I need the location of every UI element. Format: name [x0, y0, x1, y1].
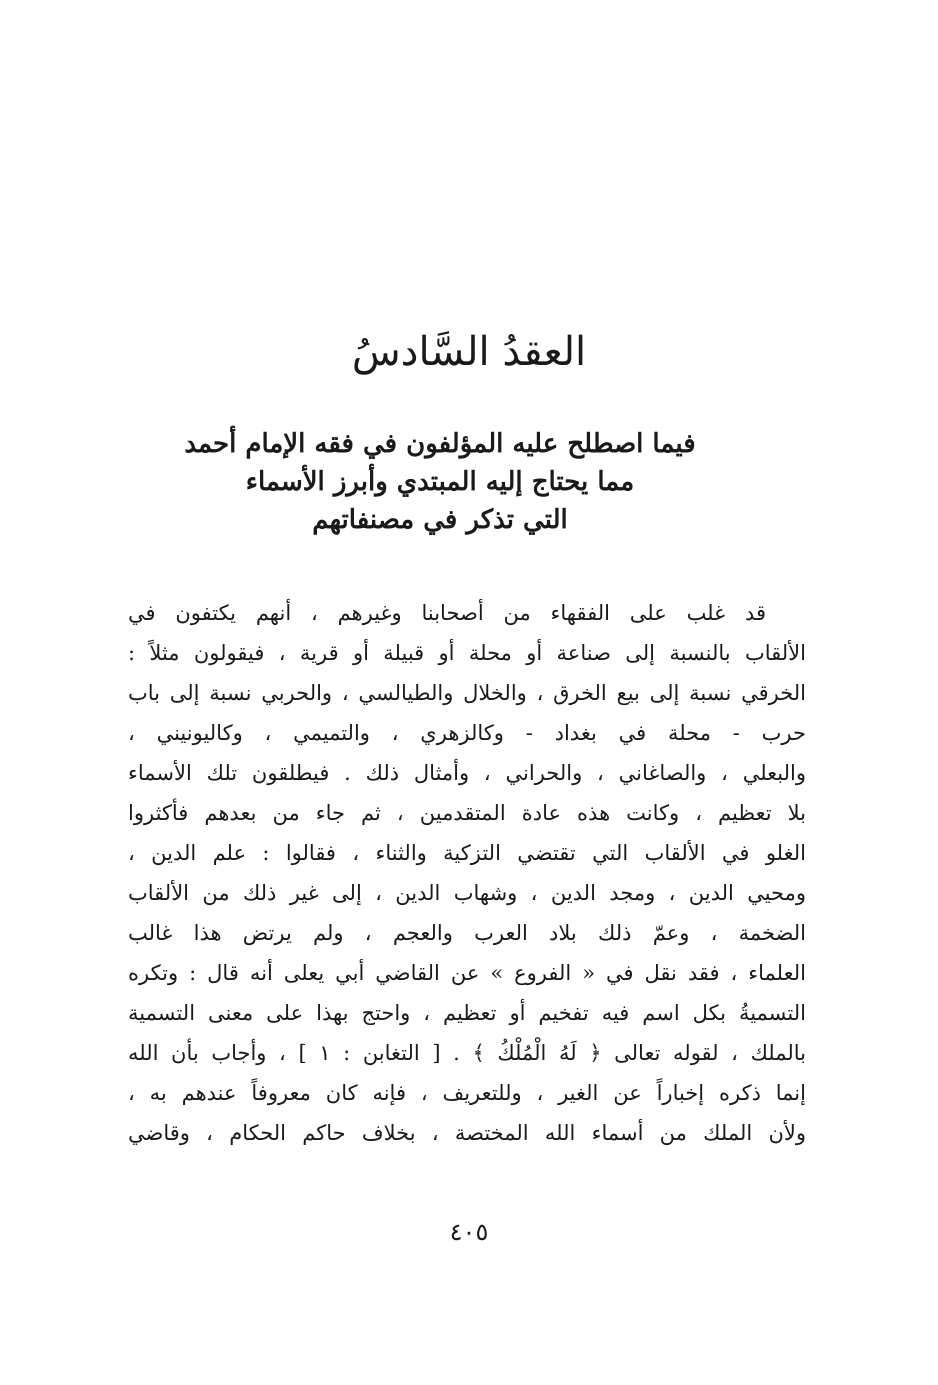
- body-line: الألقاب بالنسبة إلى صناعة أو محلة أو قبيلة أو قرية ، فيقولون مثلاً :: [128, 641, 806, 665]
- body-line: إنما ذكره إخباراً عن الغير ، وللتعريف ، فإنه كان معروفاً عندهم به ،: [128, 1081, 806, 1105]
- chapter-subtitle: [180, 425, 700, 539]
- body-line: حرب - محلة في بغداد - وكالزهري ، والتميمي ، وكاليونيني ،: [128, 721, 806, 745]
- body-line: الضخمة ، وعمّ ذلك بلاد العرب والعجم ، ولم يرتض هذا غالب: [128, 921, 806, 945]
- page-number: ٤٠٥: [449, 1218, 489, 1246]
- subtitle-line: التي تذكر في مصنفاتهم: [312, 505, 568, 535]
- body-paragraph: [128, 593, 806, 1153]
- body-line: ولأن الملك من أسماء الله المختصة ، بخلاف حاكم الحكام ، وقاضي: [128, 1121, 806, 1145]
- body-line: والبعلي ، والصاغاني ، والحراني ، وأمثال ذلك . فيطلقون تلك الأسماء: [128, 761, 806, 785]
- subtitle-line: فيما اصطلح عليه المؤلفون في فقه الإمام أحمد: [184, 429, 696, 459]
- body-line: بالملك ، لقوله تعالى ﴿ لَهُ الْمُلْكُ ﴾ . [ التغابن : ١ ] ، وأجاب بأن الله: [128, 1041, 806, 1065]
- chapter-title: العقدُ السَّادسُ: [351, 329, 587, 375]
- body-line: الغلو في الألقاب التي تقتضي التزكية والثناء ، فقالوا : علم الدين ،: [128, 841, 806, 865]
- body-line: الخرقي نسبة إلى بيع الخرق ، والخلال والطيالسي ، والحربي نسبة إلى باب: [128, 681, 806, 705]
- body-line: ومحيي الدين ، ومجد الدين ، وشهاب الدين ، إلى غير ذلك من الألقاب: [128, 881, 806, 905]
- body-line: بلا تعظيم ، وكانت هذه عادة المتقدمين ، ثم جاء من بعدهم فأكثروا: [128, 801, 806, 825]
- body-line: العلماء ، فقد نقل في « الفروع » عن القاضي أبي يعلى أنه قال : وتكره: [128, 961, 806, 985]
- body-line: قد غلب على الفقهاء من أصحابنا وغيرهم ، أنهم يكتفون في: [128, 601, 766, 625]
- body-line: التسميةُ بكل اسم فيه تفخيم أو تعظيم ، واحتج بهذا على معنى التسمية: [128, 1001, 806, 1025]
- subtitle-line: مما يحتاج إليه المبتدي وأبرز الأسماء: [245, 467, 635, 497]
